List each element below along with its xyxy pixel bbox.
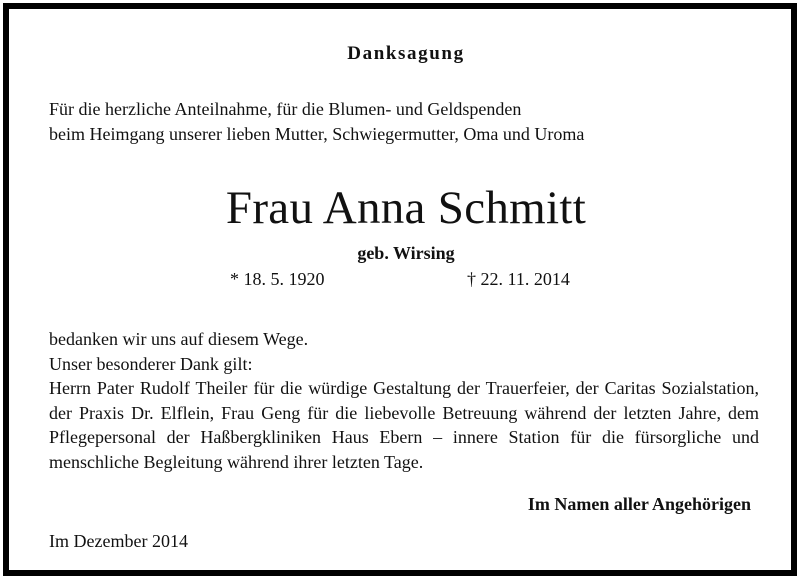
thanks-line: bedanken wir uns auf diesem Wege. <box>49 329 309 349</box>
deceased-name: Frau Anna Schmitt <box>225 182 587 234</box>
thanks-paragraph: Herrn Pater Rudolf Theiler für die würdige Gestaltung der Trauerfeier, der Caritas Sozialstation, der Praxis Dr. Elflein, Frau Geng für die liebevolle Betreuung während der letzten Jahre, dem Pflegepersonal der Haßbergkliniken Haus Ebern – innere Station für die fürsorgliche und menschliche Begleitung während ihrer letzten Tage. <box>49 378 759 472</box>
signature: Im Namen aller Angehörigen <box>527 494 751 514</box>
intro-text <box>49 97 769 147</box>
birth-date: * 18. 5. 1920 <box>230 269 325 289</box>
maiden-name: geb. Wirsing <box>357 243 455 263</box>
intro-line-2: beim Heimgang unserer lieben Mutter, Schwiegermutter, Oma und Uroma <box>49 124 585 144</box>
special-thanks-label: Unser besonderer Dank gilt: <box>49 353 253 374</box>
thanks-body <box>49 327 759 474</box>
notice-heading: Danksagung <box>347 43 465 64</box>
notice-date: Im Dezember 2014 <box>49 531 188 551</box>
intro-line-1: Für die herzliche Anteilnahme, für die Blumen- und Geldspenden <box>49 99 522 119</box>
obituary-notice-frame <box>3 3 797 576</box>
death-date: † 22. 11. 2014 <box>467 269 570 289</box>
